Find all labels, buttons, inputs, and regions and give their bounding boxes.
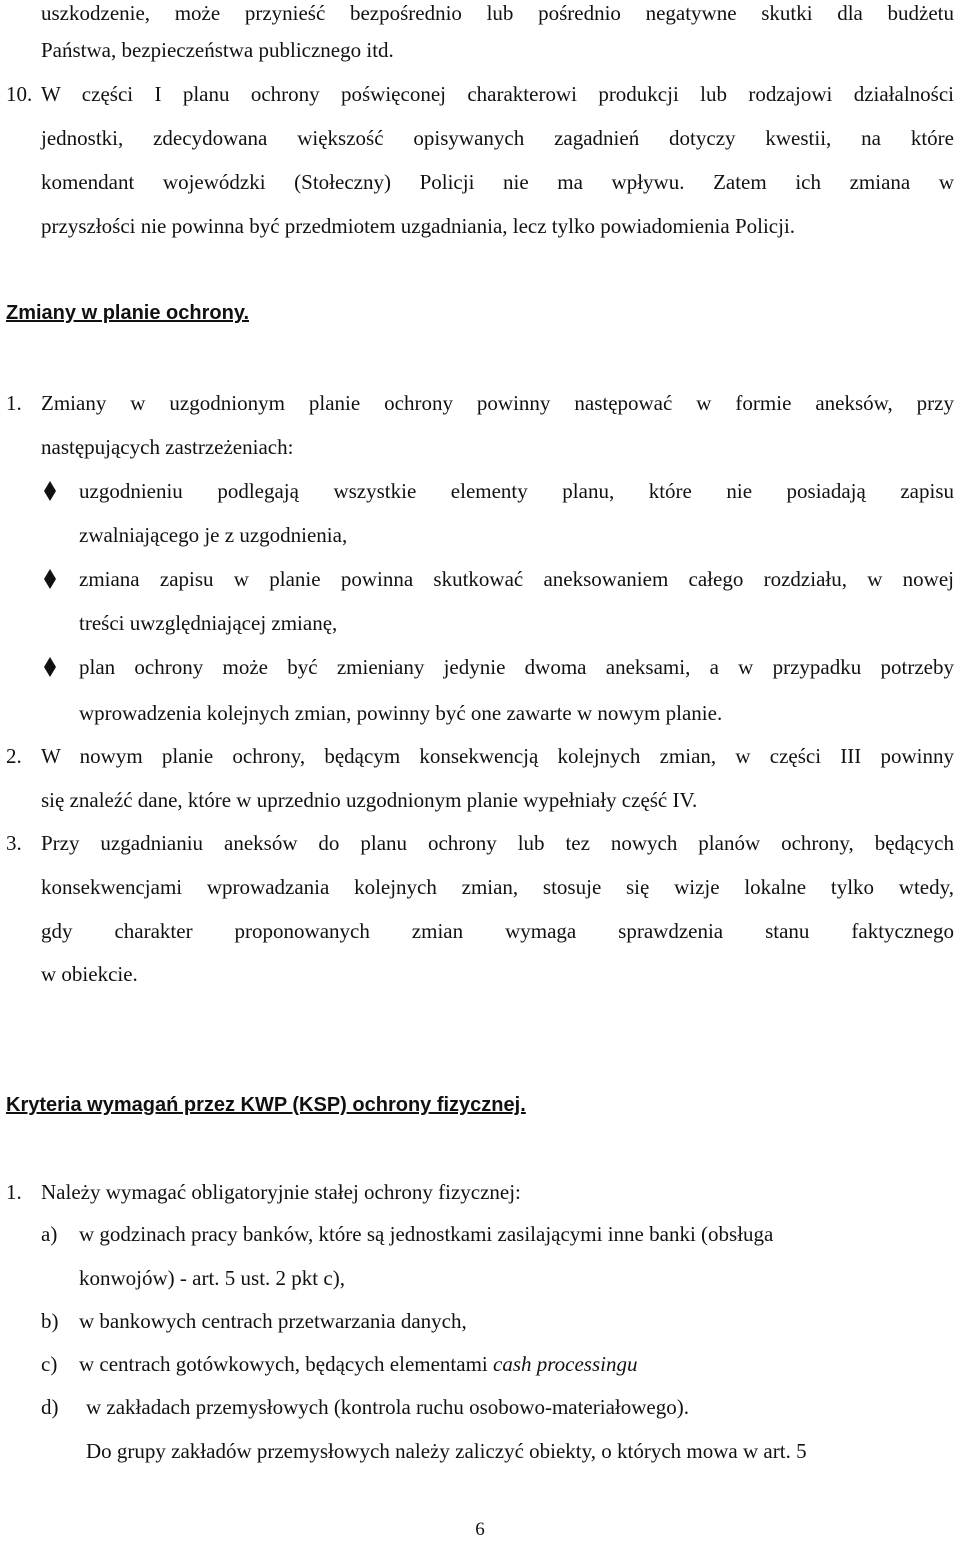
criteria-d-line-1: w zakładach przemysłowych (kontrola ruchu osobowo-materiałowego).: [86, 1395, 689, 1419]
changes-item-3-line-1: Przy uzgadnianiu aneksów do planu ochrony lub tez nowych planów ochrony, będących: [41, 831, 954, 855]
bullet-2-line-2: treści uwzględniającej zmianę,: [79, 611, 338, 635]
changes-item-1-number: 1.: [6, 391, 22, 415]
changes-item-1-line-2: następujących zastrzeżeniach:: [41, 435, 294, 459]
intro-line-2: Państwa, bezpieczeństwa publicznego itd.: [41, 38, 394, 62]
bullet-1-line-1: uzgodnieniu podlegają wszystkie elementy planu, które nie posiadają zapisu: [79, 479, 954, 503]
criteria-b-line-1: w bankowych centrach przetwarzania danych,: [79, 1309, 467, 1333]
bullet-3-line-2: wprowadzenia kolejnych zmian, powinny być one zawarte w nowym planie.: [79, 701, 723, 725]
criteria-c-text: w centrach gotówkowych, będących elementami: [79, 1352, 494, 1376]
criteria-item-1-text: Należy wymagać obligatoryjnie stałej ochrony fizycznej:: [41, 1180, 521, 1204]
item-10-line-4: przyszłości nie powinna być przedmiotem uzgadniania, lecz tylko powiadomienia Policji.: [41, 214, 796, 238]
bullet-3-line-1: plan ochrony może być zmieniany jedynie dwoma aneksami, a w przypadku potrzeby: [79, 655, 954, 679]
criteria-c-italic: cash processingu: [493, 1352, 638, 1376]
bullet-1-line-2: zwalniającego je z uzgodnienia,: [79, 523, 348, 547]
criteria-note: Do grupy zakładów przemysłowych należy zaliczyć obiekty, o których mowa w art. 5: [86, 1439, 807, 1463]
criteria-a-label: a): [41, 1222, 58, 1246]
changes-item-2-number: 2.: [6, 744, 22, 768]
changes-item-2-line-2: się znaleźć dane, które w uprzednio uzgodnionym planie wypełniały część IV.: [41, 788, 698, 812]
changes-item-3-line-4: w obiekcie.: [41, 962, 138, 986]
criteria-a-line-1: w godzinach pracy banków, które są jednostkami zasilającymi inne banki (obsługa: [79, 1222, 774, 1246]
item-10-number: 10.: [6, 82, 33, 106]
criteria-c-label: c): [41, 1352, 58, 1376]
criteria-d-label: d): [41, 1395, 59, 1419]
diamond-bullet-icon: [43, 568, 57, 590]
changes-item-3-number: 3.: [6, 831, 22, 855]
bullet-2-line-1: zmiana zapisu w planie powinna skutkować aneksowaniem całego rozdziału, w nowej: [79, 567, 954, 591]
criteria-c-line-1: [79, 1351, 637, 1377]
changes-item-3-line-2: konsekwencjami wprowadzania kolejnych zmian, stosuje się wizje lokalne tylko wtedy,: [41, 875, 954, 899]
criteria-item-1-number: 1.: [6, 1180, 22, 1204]
criteria-a-line-2: konwojów) - art. 5 ust. 2 pkt c),: [79, 1266, 345, 1290]
item-10-line-2: jednostki, zdecydowana większość opisywanych zagadnień dotyczy kwestii, na które: [41, 126, 954, 150]
changes-item-2-line-1: W nowym planie ochrony, będącym konsekwencją kolejnych zmian, w części III powinny: [41, 744, 954, 768]
page-number: 6: [475, 1519, 485, 1540]
diamond-bullet-icon: [43, 656, 57, 678]
changes-item-1-line-1: Zmiany w uzgodnionym planie ochrony powinny następować w formie aneksów, przy: [41, 391, 954, 415]
diamond-bullet-icon: [43, 480, 57, 502]
intro-line-1: uszkodzenie, może przynieść bezpośrednio lub pośrednio negatywne skutki dla budżetu: [41, 1, 954, 25]
changes-item-3-line-3: gdy charakter proponowanych zmian wymaga sprawdzenia stanu faktycznego: [41, 919, 954, 943]
section-heading-criteria: Kryteria wymagań przez KWP (KSP) ochrony fizycznej.: [6, 1094, 526, 1116]
criteria-b-label: b): [41, 1309, 59, 1333]
item-10-line-1: W części I planu ochrony poświęconej charakterowi produkcji lub rodzajowi działalności: [41, 82, 954, 106]
item-10-line-3: komendant wojewódzki (Stołeczny) Policji nie ma wpływu. Zatem ich zmiana w: [41, 170, 954, 194]
section-heading-changes: Zmiany w planie ochrony.: [6, 302, 250, 324]
